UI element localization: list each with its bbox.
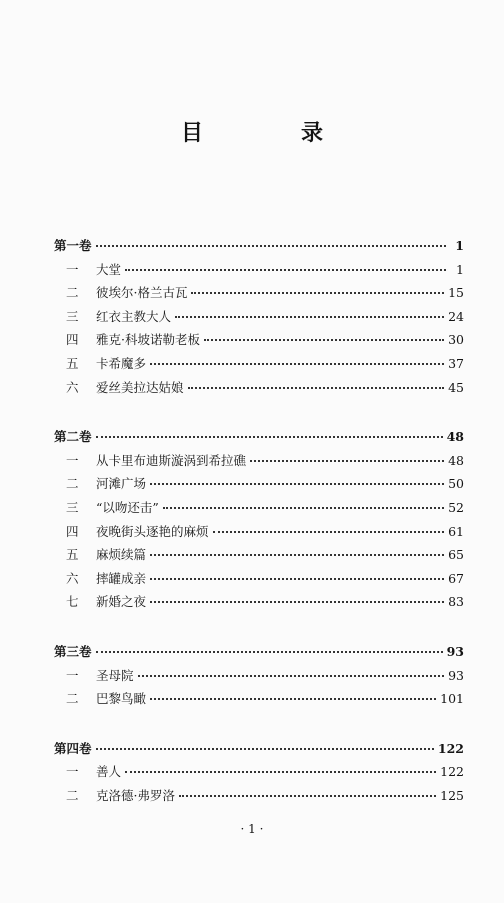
chapter-title: 麻烦续篇 xyxy=(96,547,147,563)
chapter-number: 三 xyxy=(66,499,79,515)
toc-chapter-entry[interactable] xyxy=(54,689,464,713)
dot-leader xyxy=(150,363,444,365)
toc-chapter-entry[interactable] xyxy=(54,307,464,331)
chapter-number: 三 xyxy=(66,308,79,324)
toc-chapter-entry[interactable] xyxy=(54,666,464,690)
chapter-number: 六 xyxy=(66,570,79,586)
table-of-contents xyxy=(54,236,464,835)
chapter-title: 爱丝美拉达姑娘 xyxy=(96,379,184,395)
toc-chapter-entry[interactable] xyxy=(54,786,464,810)
chapter-number: 二 xyxy=(66,787,79,803)
chapter-number: 二 xyxy=(66,285,79,301)
toc-chapter-entry[interactable] xyxy=(54,378,464,402)
dot-leader xyxy=(150,698,436,700)
chapter-number: 一 xyxy=(66,764,79,780)
toc-volume-heading[interactable] xyxy=(54,642,464,666)
volume-page-number: 93 xyxy=(446,643,464,659)
dot-leader xyxy=(150,483,444,485)
page-title: 目 录 xyxy=(180,120,361,146)
chapter-title: 克洛德·弗罗洛 xyxy=(96,787,175,803)
dot-leader xyxy=(179,795,436,797)
toc-chapter-entry[interactable] xyxy=(54,762,464,786)
chapter-title: 摔罐成亲 xyxy=(96,570,147,586)
chapter-page-number: 24 xyxy=(448,308,464,324)
toc-volume-heading[interactable] xyxy=(54,739,464,763)
toc-chapter-entry[interactable] xyxy=(54,474,464,498)
chapter-page-number: 1 xyxy=(456,261,464,277)
chapter-page-number: 93 xyxy=(448,667,464,683)
chapter-page-number: 83 xyxy=(448,594,464,610)
chapter-title: 雅克·科坡诺勒老板 xyxy=(96,332,200,348)
volume-label: 第四卷 xyxy=(54,740,92,756)
dot-leader xyxy=(204,339,444,341)
chapter-title: 新婚之夜 xyxy=(96,594,147,610)
chapter-number: 五 xyxy=(66,547,79,563)
chapter-title: 善人 xyxy=(96,764,122,780)
volume-page-number: 122 xyxy=(437,740,464,756)
chapter-title: 夜晚街头逐艳的麻烦 xyxy=(96,523,209,539)
chapter-page-number: 30 xyxy=(448,332,464,348)
toc-volume xyxy=(54,642,464,713)
toc-chapter-entry[interactable] xyxy=(54,330,464,354)
toc-volume xyxy=(54,739,464,810)
toc-volume-heading[interactable] xyxy=(54,236,464,260)
toc-chapter-entry[interactable] xyxy=(54,283,464,307)
toc-chapter-entry[interactable] xyxy=(54,592,464,616)
chapter-page-number: 122 xyxy=(440,764,464,780)
chapter-page-number: 125 xyxy=(440,787,464,803)
chapter-title: 红衣主教大人 xyxy=(96,308,172,324)
chapter-page-number: 52 xyxy=(448,499,464,515)
toc-chapter-entry[interactable] xyxy=(54,545,464,569)
dot-leader xyxy=(191,292,444,294)
dot-leader xyxy=(125,771,436,773)
dot-leader xyxy=(96,245,446,247)
dot-leader xyxy=(175,316,444,318)
chapter-title: 大堂 xyxy=(96,261,122,277)
dot-leader xyxy=(96,436,443,438)
chapter-title: “以吻还击” xyxy=(96,499,159,515)
toc-volume-heading[interactable] xyxy=(54,427,464,451)
chapter-number: 一 xyxy=(66,667,79,683)
chapter-number: 一 xyxy=(66,452,79,468)
dot-leader xyxy=(138,675,445,677)
chapter-page-number: 50 xyxy=(448,476,464,492)
toc-chapter-entry[interactable] xyxy=(54,451,464,475)
chapter-title: 彼埃尔·格兰古瓦 xyxy=(96,285,188,301)
chapter-title: 从卡里布迪斯漩涡到希拉礁 xyxy=(96,452,247,468)
dot-leader xyxy=(163,507,444,509)
dot-leader xyxy=(250,460,444,462)
dot-leader xyxy=(150,578,444,580)
chapter-page-number: 65 xyxy=(448,547,464,563)
toc-volume xyxy=(54,427,464,616)
chapter-page-number: 45 xyxy=(448,379,464,395)
page-number-footer: · 1 · xyxy=(240,822,264,836)
toc-chapter-entry[interactable] xyxy=(54,354,464,378)
chapter-number: 四 xyxy=(66,523,79,539)
chapter-title: 卡希魔多 xyxy=(96,355,147,371)
toc-volume xyxy=(54,236,464,401)
toc-chapter-entry[interactable] xyxy=(54,260,464,284)
volume-label: 第二卷 xyxy=(54,429,92,445)
chapter-number: 二 xyxy=(66,691,79,707)
chapter-page-number: 48 xyxy=(448,452,464,468)
volume-page-number: 48 xyxy=(446,429,464,445)
chapter-page-number: 67 xyxy=(448,570,464,586)
chapter-number: 七 xyxy=(66,594,79,610)
chapter-page-number: 101 xyxy=(440,691,464,707)
dot-leader xyxy=(150,554,444,556)
toc-chapter-entry[interactable] xyxy=(54,569,464,593)
dot-leader xyxy=(125,269,446,271)
toc-chapter-entry[interactable] xyxy=(54,498,464,522)
chapter-page-number: 61 xyxy=(448,523,464,539)
volume-label: 第三卷 xyxy=(54,643,92,659)
chapter-page-number: 15 xyxy=(448,285,464,301)
chapter-title: 圣母院 xyxy=(96,667,134,683)
chapter-number: 六 xyxy=(66,379,79,395)
chapter-number: 五 xyxy=(66,355,79,371)
volume-label: 第一卷 xyxy=(54,238,92,253)
volume-page-number: 1 xyxy=(455,238,464,253)
toc-chapter-entry[interactable] xyxy=(54,522,464,546)
chapter-title: 巴黎鸟瞰 xyxy=(96,691,147,707)
dot-leader xyxy=(188,387,445,389)
dot-leader xyxy=(150,601,444,603)
dot-leader xyxy=(96,748,434,750)
dot-leader xyxy=(213,531,445,533)
dot-leader xyxy=(96,651,443,653)
chapter-title: 河滩广场 xyxy=(96,476,147,492)
chapter-number: 四 xyxy=(66,332,79,348)
chapter-page-number: 37 xyxy=(448,355,464,371)
chapter-number: 一 xyxy=(66,261,79,277)
chapter-number: 二 xyxy=(66,476,79,492)
